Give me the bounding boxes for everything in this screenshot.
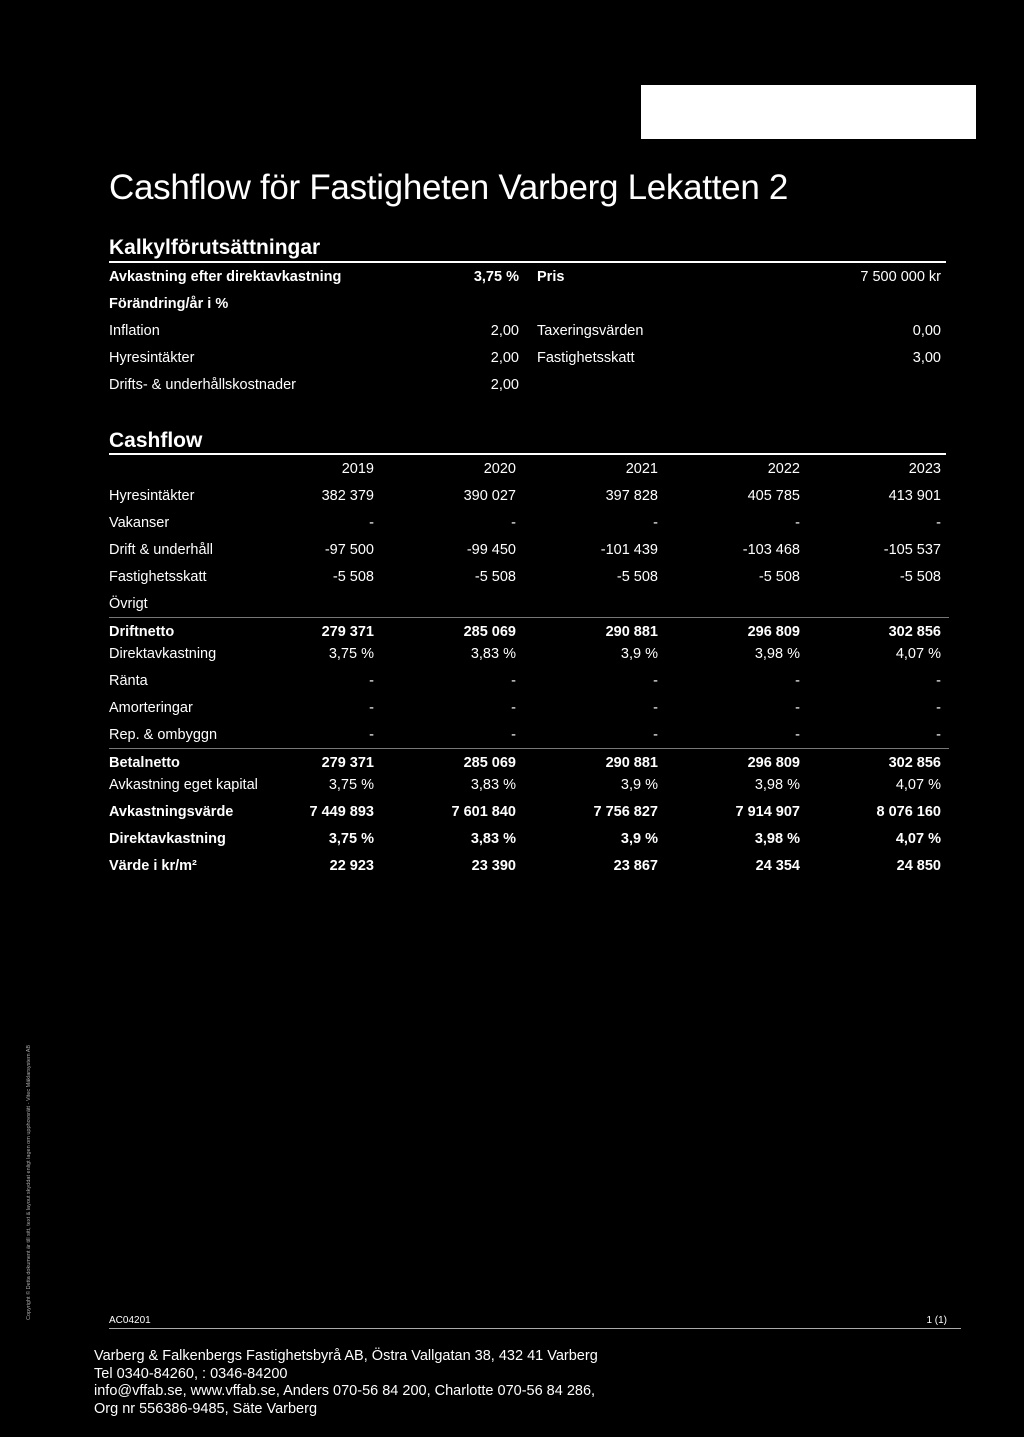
cashflow-row-label: Ränta	[109, 673, 148, 689]
cashflow-cell: 3,98 %	[754, 777, 800, 793]
cashflow-row-label: Övrigt	[109, 596, 148, 612]
kalkyl-heading: Kalkylförutsättningar	[109, 236, 321, 259]
cashflow-cell: 4,07 %	[895, 777, 941, 793]
cashflow-row-label: Driftnetto	[109, 624, 175, 640]
cashflow-cell: 7 449 893	[309, 804, 374, 820]
cashflow-row-label: Rep. & ombyggn	[109, 727, 218, 743]
cashflow-cell: -	[511, 673, 516, 689]
forandring-label: Förändring/år i %	[109, 296, 229, 312]
cashflow-cell: 296 809	[747, 624, 800, 640]
cashflow-cell: -	[795, 727, 800, 743]
cashflow-cell: -	[653, 515, 658, 531]
cashflow-cell: -5 508	[616, 569, 658, 585]
cashflow-cell: 3,83 %	[470, 646, 516, 662]
cashflow-cell: -101 439	[600, 542, 658, 558]
copyright-note: Copyright © Detta dokument är till sitt, text & layout skyddat enligt lagen om upphovsrätt - Vitec Mäklarsystem AB	[26, 1044, 32, 1320]
kalkyl-row-label: Hyresintäkter	[109, 350, 195, 366]
cashflow-cell: 390 027	[463, 488, 516, 504]
cashflow-cell: 3,9 %	[620, 646, 658, 662]
cashflow-cell: 24 354	[755, 858, 800, 874]
avkastning-label: Avkastning efter direktavkastning	[109, 269, 342, 285]
cashflow-cell: -105 537	[883, 542, 941, 558]
cashflow-cell: -	[795, 515, 800, 531]
cashflow-cell: 279 371	[321, 624, 374, 640]
year-header: 2019	[341, 461, 374, 477]
cashflow-cell: 285 069	[463, 755, 516, 771]
cashflow-cell: -	[653, 727, 658, 743]
cashflow-cell: -	[369, 727, 374, 743]
kalkyl-row-right-value: 0,00	[912, 323, 941, 339]
pris-value: 7 500 000 kr	[860, 269, 941, 285]
cashflow-row-label: Direktavkastning	[109, 646, 217, 662]
cashflow-cell: 3,9 %	[620, 777, 658, 793]
cashflow-cell: 8 076 160	[876, 804, 941, 820]
kalkyl-row-right-label: Taxeringsvärden	[537, 323, 644, 339]
cashflow-cell: 7 601 840	[451, 804, 516, 820]
cashflow-cell: 302 856	[888, 755, 941, 771]
cashflow-row-label: Avkastning eget kapital	[109, 777, 258, 793]
kalkyl-divider	[109, 261, 946, 263]
footer-divider	[109, 1328, 961, 1329]
cashflow-cell: 4,07 %	[895, 646, 941, 662]
cashflow-cell: -99 450	[466, 542, 516, 558]
cashflow-cell: -5 508	[899, 569, 941, 585]
cashflow-row-label: Hyresintäkter	[109, 488, 195, 504]
cashflow-heading: Cashflow	[109, 429, 203, 452]
avkastning-value: 3,75 %	[473, 269, 519, 285]
cashflow-row-label: Vakanser	[109, 515, 170, 531]
cashflow-cell: 3,9 %	[620, 831, 658, 847]
cashflow-cell: -	[369, 515, 374, 531]
year-header: 2020	[483, 461, 516, 477]
cashflow-cell: 279 371	[321, 755, 374, 771]
year-header: 2023	[908, 461, 941, 477]
cashflow-row-label: Avkastningsvärde	[109, 804, 234, 820]
cashflow-row-label: Drift & underhåll	[109, 542, 213, 558]
cashflow-cell: -5 508	[332, 569, 374, 585]
footer-line: Varberg & Falkenbergs Fastighetsbyrå AB, Östra Vallgatan 38, 432 41 Varberg	[94, 1348, 598, 1364]
kalkyl-row-value: 2,00	[490, 377, 519, 393]
kalkyl-row-label: Inflation	[109, 323, 160, 339]
cashflow-cell: -	[936, 700, 941, 716]
footer-line: info@vffab.se, www.vffab.se, Anders 070-56 84 200, Charlotte 070-56 84 286,	[94, 1383, 596, 1399]
cashflow-cell: 3,98 %	[754, 646, 800, 662]
cashflow-cell: -	[936, 673, 941, 689]
cashflow-cell: 7 914 907	[735, 804, 800, 820]
footer-line: Org nr 556386-9485, Säte Varberg	[94, 1400, 318, 1417]
cashflow-cell: -	[511, 727, 516, 743]
cashflow-cell: -	[936, 515, 941, 531]
year-header: 2022	[767, 461, 800, 477]
kalkyl-row-value: 2,00	[490, 350, 519, 366]
cashflow-cell: 397 828	[605, 488, 658, 504]
page-number: 1 (1)	[926, 1315, 947, 1326]
cashflow-cell: 22 923	[329, 858, 374, 874]
cashflow-cell: 3,83 %	[470, 831, 516, 847]
cashflow-row-label: Amorteringar	[109, 700, 193, 716]
cashflow-cell: -	[369, 673, 374, 689]
cashflow-cell: 382 379	[321, 488, 374, 504]
cashflow-row-label: Betalnetto	[109, 755, 180, 771]
cashflow-cell: -5 508	[758, 569, 800, 585]
cashflow-cell: -97 500	[324, 542, 374, 558]
cashflow-divider	[109, 453, 946, 455]
cashflow-cell: 3,98 %	[754, 831, 800, 847]
cashflow-cell: -	[369, 700, 374, 716]
cashflow-cell: -	[653, 700, 658, 716]
page-title: Cashflow för Fastigheten Varberg Lekatten 2	[109, 168, 789, 207]
cashflow-cell: 3,75 %	[328, 646, 374, 662]
logo-placeholder	[641, 85, 976, 139]
cashflow-cell: 24 850	[896, 858, 941, 874]
cashflow-cell: -	[511, 515, 516, 531]
cashflow-cell: -5 508	[474, 569, 516, 585]
kalkyl-row-value: 2,00	[490, 323, 519, 339]
cashflow-cell: 290 881	[605, 624, 658, 640]
cashflow-cell: 405 785	[747, 488, 800, 504]
subtotal-divider	[109, 748, 949, 749]
pris-label: Pris	[537, 269, 565, 285]
cashflow-cell: -	[795, 673, 800, 689]
subtotal-divider	[109, 617, 949, 618]
cashflow-cell: -	[653, 673, 658, 689]
cashflow-cell: 290 881	[605, 755, 658, 771]
footer-address	[94, 1348, 598, 1418]
kalkyl-row-right-value: 3,00	[912, 350, 941, 366]
cashflow-cell: 3,83 %	[470, 777, 516, 793]
cashflow-cell: 23 390	[471, 858, 516, 874]
cashflow-row-label: Värde i kr/m²	[109, 858, 197, 874]
document-code: AC04201	[109, 1315, 151, 1326]
cashflow-cell: -	[795, 700, 800, 716]
cashflow-cell: -	[511, 700, 516, 716]
cashflow-cell: 296 809	[747, 755, 800, 771]
year-header: 2021	[625, 461, 658, 477]
kalkyl-row-label: Drifts- & underhållskostnader	[109, 377, 296, 393]
cashflow-cell: 23 867	[613, 858, 658, 874]
cashflow-cell: 285 069	[463, 624, 516, 640]
cashflow-cell: 3,75 %	[328, 777, 374, 793]
cashflow-row-label: Direktavkastning	[109, 831, 226, 847]
cashflow-cell: 302 856	[888, 624, 941, 640]
cashflow-cell: -103 468	[742, 542, 800, 558]
cashflow-row-label: Fastighetsskatt	[109, 569, 207, 585]
cashflow-cell: 3,75 %	[328, 831, 374, 847]
kalkyl-row-right-label: Fastighetsskatt	[537, 350, 635, 366]
cashflow-cell: 7 756 827	[593, 804, 658, 820]
cashflow-cell: 4,07 %	[895, 831, 941, 847]
cashflow-cell: 413 901	[888, 488, 941, 504]
cashflow-cell: -	[936, 727, 941, 743]
footer-line: Tel 0340-84260, : 0346-84200	[94, 1365, 288, 1382]
